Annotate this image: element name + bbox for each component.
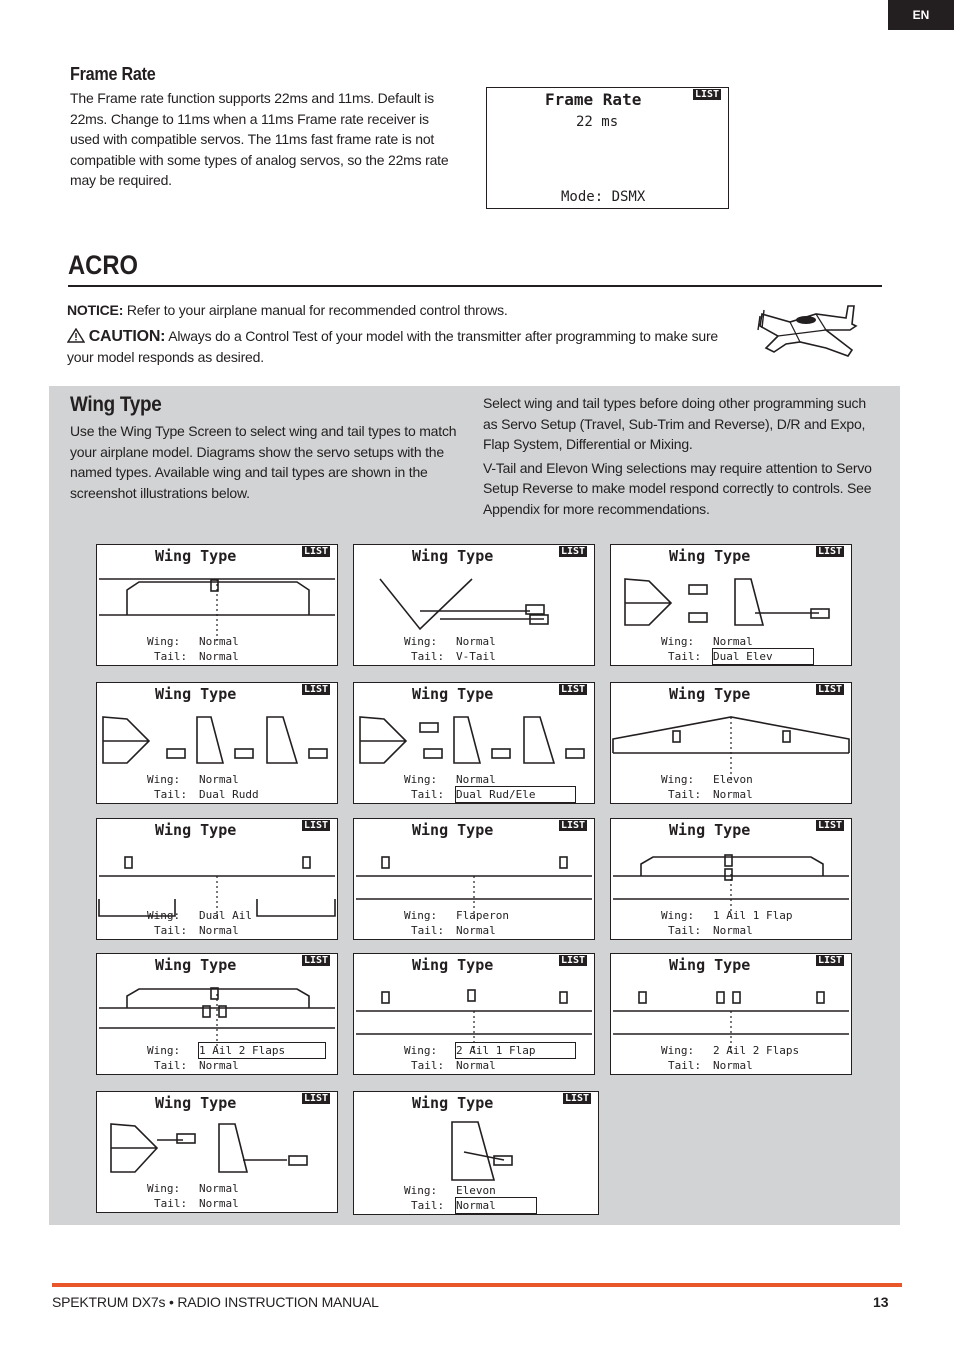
wing-value: Normal: [456, 635, 496, 648]
tail-label: Tail:: [411, 650, 445, 663]
screen-title: Wing Type: [669, 685, 751, 703]
tail-value: Normal: [456, 1059, 496, 1072]
tail-value: Normal: [713, 1059, 753, 1072]
wing-label: Wing:: [404, 635, 438, 648]
wing-label: Wing:: [404, 1184, 438, 1197]
list-badge: LIST: [304, 955, 329, 966]
screen-title: Wing Type: [669, 821, 751, 839]
frame-rate-screen-title: Frame Rate: [545, 90, 642, 109]
airplane-icon: [756, 300, 860, 360]
wing-value: Normal: [456, 773, 496, 786]
wing-value: Elevon: [456, 1184, 496, 1197]
screen-title: Wing Type: [155, 821, 237, 839]
wing-type-screen: [610, 818, 852, 940]
tail-value: Normal: [199, 650, 239, 663]
wing-type-note-1: Select wing and tail types before doing other programming such as Servo Setup (Travel, Sub-Trim and Reverse), D/R and Expo, Flap System, Differential or Mixing.: [483, 395, 866, 452]
notice-label: NOTICE:: [67, 302, 124, 318]
tail-label: Tail:: [411, 1059, 445, 1072]
tail-label: Tail:: [411, 924, 445, 937]
tail-value: Normal: [199, 1059, 239, 1072]
tail-label: Tail:: [668, 650, 702, 663]
tail-value: Normal: [456, 924, 496, 937]
list-badge: LIST: [561, 684, 586, 695]
frame-rate-text: The Frame rate function supports 22ms and 11ms. Default is 22ms. Change to 11ms when a 11ms Frame rate receiver is used with compatible servos. The 11ms fast frame rate is not compatible with some types of analog servos, so the 22ms rate may be required.: [70, 90, 449, 188]
wing-value: 2 Ail 2 Flaps: [713, 1044, 800, 1057]
wing-type-screen: [96, 953, 338, 1075]
wing-label: Wing:: [147, 909, 181, 922]
wing-label: Wing:: [404, 773, 438, 786]
screen-title: Wing Type: [412, 547, 494, 565]
wing-type-screen: [353, 953, 595, 1075]
wing-label: Wing:: [147, 1044, 181, 1057]
page-number: 13: [873, 1294, 889, 1310]
tail-value: Dual Rudd: [199, 788, 259, 801]
notice-text: Refer to your airplane manual for recommended control throws.: [126, 302, 508, 318]
section-rule: [68, 285, 882, 287]
screen-title: Wing Type: [669, 956, 751, 974]
wing-type-screen: [96, 1091, 338, 1213]
list-badge: LIST: [304, 684, 329, 695]
screen-title: Wing Type: [155, 956, 237, 974]
wing-value: Normal: [199, 1182, 239, 1195]
tail-value: Normal: [199, 924, 239, 937]
screen-title: Wing Type: [155, 685, 237, 703]
tail-label: Tail:: [411, 1199, 445, 1212]
tail-label: Tail:: [154, 1197, 188, 1210]
list-badge: LIST: [304, 820, 329, 831]
list-badge: LIST: [818, 820, 843, 831]
tail-label: Tail:: [154, 924, 188, 937]
wing-type-intro: Use the Wing Type Screen to select wing and tail types to match your airplane model. Diagrams show the servo setups with the named types. Available wing and tail types are shown in the screenshot illustrations below.: [70, 423, 457, 501]
list-badge: LIST: [561, 546, 586, 557]
list-badge: LIST: [818, 955, 843, 966]
wing-type-heading: Wing Type: [70, 393, 162, 416]
list-badge: LIST: [561, 820, 586, 831]
screen-title: Wing Type: [155, 547, 237, 565]
tail-label: Tail:: [668, 788, 702, 801]
wing-type-screen: [96, 818, 338, 940]
wing-type-screen: [353, 682, 595, 804]
screen-title: Wing Type: [412, 1094, 494, 1112]
wing-type-screen: [353, 818, 595, 940]
wing-value: Normal: [713, 635, 753, 648]
wing-value: Elevon: [713, 773, 753, 786]
wing-label: Wing:: [147, 773, 181, 786]
tail-label: Tail:: [154, 788, 188, 801]
caution-label: CAUTION:: [88, 327, 166, 345]
wing-type-screen: [610, 682, 852, 804]
wing-label: Wing:: [147, 635, 181, 648]
wing-type-note-2: V-Tail and Elevon Wing selections may require attention to Servo Setup Reverse to make model respond correctly to controls. See Appendix for more recommendations.: [483, 459, 872, 517]
wing-label: Wing:: [661, 1044, 695, 1057]
list-badge: LIST: [565, 1093, 590, 1104]
footer-rule: [52, 1283, 902, 1287]
screen-title: Wing Type: [412, 821, 494, 839]
tail-value: V-Tail: [456, 650, 496, 663]
frame-rate-value: 22 ms: [576, 114, 619, 130]
tail-value: Normal: [456, 1198, 536, 1213]
wing-value: 1 Ail 1 Flap: [713, 909, 793, 922]
frame-rate-heading: Frame Rate: [70, 64, 156, 84]
wing-type-screen: [610, 544, 852, 666]
wing-label: Wing:: [404, 1044, 438, 1057]
footer-title: SPEKTRUM DX7s • RADIO INSTRUCTION MANUAL: [52, 1294, 379, 1310]
tail-label: Tail:: [411, 788, 445, 801]
tail-value: Normal: [713, 788, 753, 801]
wing-label: Wing:: [661, 909, 695, 922]
wing-label: Wing:: [661, 635, 695, 648]
list-badge: LIST: [818, 546, 843, 557]
wing-value: Normal: [199, 635, 239, 648]
wing-label: Wing:: [404, 909, 438, 922]
wing-type-notes: [483, 393, 878, 522]
frame-rate-screen: [486, 87, 729, 209]
wing-type-screen: [353, 1091, 599, 1215]
wing-type-screen: [96, 682, 338, 804]
tail-value: Dual Elev: [713, 649, 813, 664]
tail-value: Normal: [199, 1197, 239, 1210]
section-title: ACRO: [68, 250, 138, 280]
list-badge: LIST: [818, 684, 843, 695]
tail-label: Tail:: [154, 650, 188, 663]
tail-label: Tail:: [668, 924, 702, 937]
caution-text: Always do a Control Test of your model with the transmitter after programming to make sure your model responds as desired.: [67, 327, 719, 365]
wing-value: Flaperon: [456, 909, 509, 922]
wing-value: 1 Ail 2 Flaps: [199, 1043, 325, 1058]
notice-block: [67, 300, 747, 368]
list-badge: LIST: [304, 1093, 329, 1104]
wing-type-screen: [353, 544, 595, 666]
tail-value: Normal: [713, 924, 753, 937]
screen-title: Wing Type: [155, 1094, 237, 1112]
list-badge: LIST: [304, 546, 329, 557]
wing-value: Dual Ail: [199, 909, 252, 922]
wing-type-screen: [610, 953, 852, 1075]
screen-title: Wing Type: [412, 685, 494, 703]
screen-title: Wing Type: [669, 547, 751, 565]
warning-icon: [67, 328, 85, 344]
tail-label: Tail:: [154, 1059, 188, 1072]
language-tab: EN: [888, 0, 954, 30]
wing-type-screen: [96, 544, 338, 666]
list-badge: LIST: [561, 955, 586, 966]
screen-title: Wing Type: [412, 956, 494, 974]
list-badge: LIST: [695, 89, 720, 100]
wing-value: Normal: [199, 773, 239, 786]
wing-label: Wing:: [147, 1182, 181, 1195]
wing-label: Wing:: [661, 773, 695, 786]
tail-label: Tail:: [668, 1059, 702, 1072]
wing-value: 2 Ail 1 Flap: [456, 1043, 575, 1058]
frame-rate-mode: Mode: DSMX: [561, 189, 646, 205]
tail-value: Dual Rud/Ele: [456, 787, 575, 802]
